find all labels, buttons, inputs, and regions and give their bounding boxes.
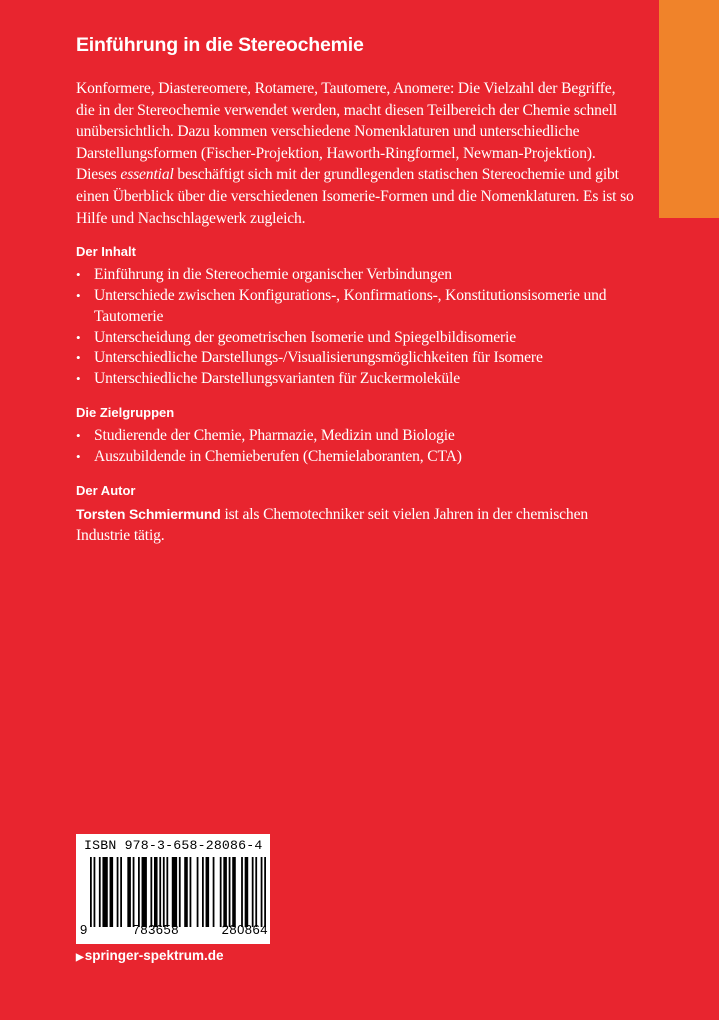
isbn-label: ISBN 978-3-658-28086-4 [84,838,263,853]
barcode-digit-group-2: 280864 [221,922,268,937]
zielgruppen-list [76,426,636,468]
list-item [76,447,636,468]
publisher-url[interactable] [76,948,224,963]
list-item-text: Unterschiedliche Darstellungsvarianten für Zuckermoleküle [94,370,460,388]
author-name: Torsten Schmiermund [76,505,221,522]
list-item-text: Auszubildende in Chemieberufen (Chemielaboranten, CTA) [94,447,462,465]
list-item [76,369,636,390]
back-cover-content [76,78,636,547]
list-item-text: Unterschiede zwischen Konfigurations-, Konfirmations-, Konstitutionsisomerie und Tautomerie [94,286,607,325]
bullet-icon: • [76,371,81,387]
barcode-digits [80,922,268,937]
bullet-icon: • [76,350,81,366]
list-item [76,426,636,447]
barcode-digit-first: 9 [80,922,88,937]
orange-accent-tab [659,0,719,218]
inhalt-list [76,265,636,390]
autor-heading: Der Autor [76,482,136,498]
list-item-text: Einführung in die Stereochemie organischer Verbindungen [94,266,452,284]
bullet-icon: • [76,287,81,303]
barcode-digit-group-1: 783658 [132,922,179,937]
bullet-icon: • [76,329,81,345]
intro-text-part2: beschäftigt sich mit der grundlegenden statischen Stereochemie und gibt einen Überblick über die verschiedenen Isomerie-Formen und die Nomenklaturen. Es ist so Hilfe und Nachschlagewerk zugleich. [76,166,634,227]
author-description: ist als Chemotechniker seit vielen Jahren in der chemischen Industrie tätig. [76,505,589,545]
intro-emphasis: essential [120,166,174,184]
list-item [76,286,636,328]
list-item [76,348,636,369]
list-item-text: Unterscheidung der geometrischen Isomerie und Spiegelbildisomerie [94,328,516,346]
inhalt-heading: Der Inhalt [76,244,136,260]
arrow-right-icon: ▶ [76,952,84,963]
bullet-icon: • [76,448,81,464]
barcode-bars [90,857,266,927]
publisher-url-text: springer-spektrum.de [84,948,224,963]
zielgruppen-heading: Die Zielgruppen [76,404,175,420]
book-title: Einführung in die Stereochemie [76,34,364,56]
list-item-text: Studierende der Chemie, Pharmazie, Medizin und Biologie [94,426,455,444]
bullet-icon: • [76,427,81,443]
list-item [76,328,636,349]
isbn-barcode [76,834,270,944]
author-paragraph [76,504,636,547]
intro-text-part1: Konformere, Diastereomere, Rotamere, Tautomere, Anomere: Die Vielzahl der Begriffe, die in der Stereochemie verwendet werden, macht diesen Teilbereich der Chemie schnell unübersichtlich. Dazu kommen verschiedene Nomenklaturen und unterschiedliche Darstellungsformen (Fischer-Projektion, Haworth-Ringformel, Newman-Projektion). Dieses [76,80,617,184]
bullet-icon: • [76,267,81,283]
intro-paragraph [76,78,636,229]
list-item-text: Unterschiedliche Darstellungs-/Visualisierungsmöglichkeiten für Isomere [94,349,543,367]
list-item [76,265,636,286]
